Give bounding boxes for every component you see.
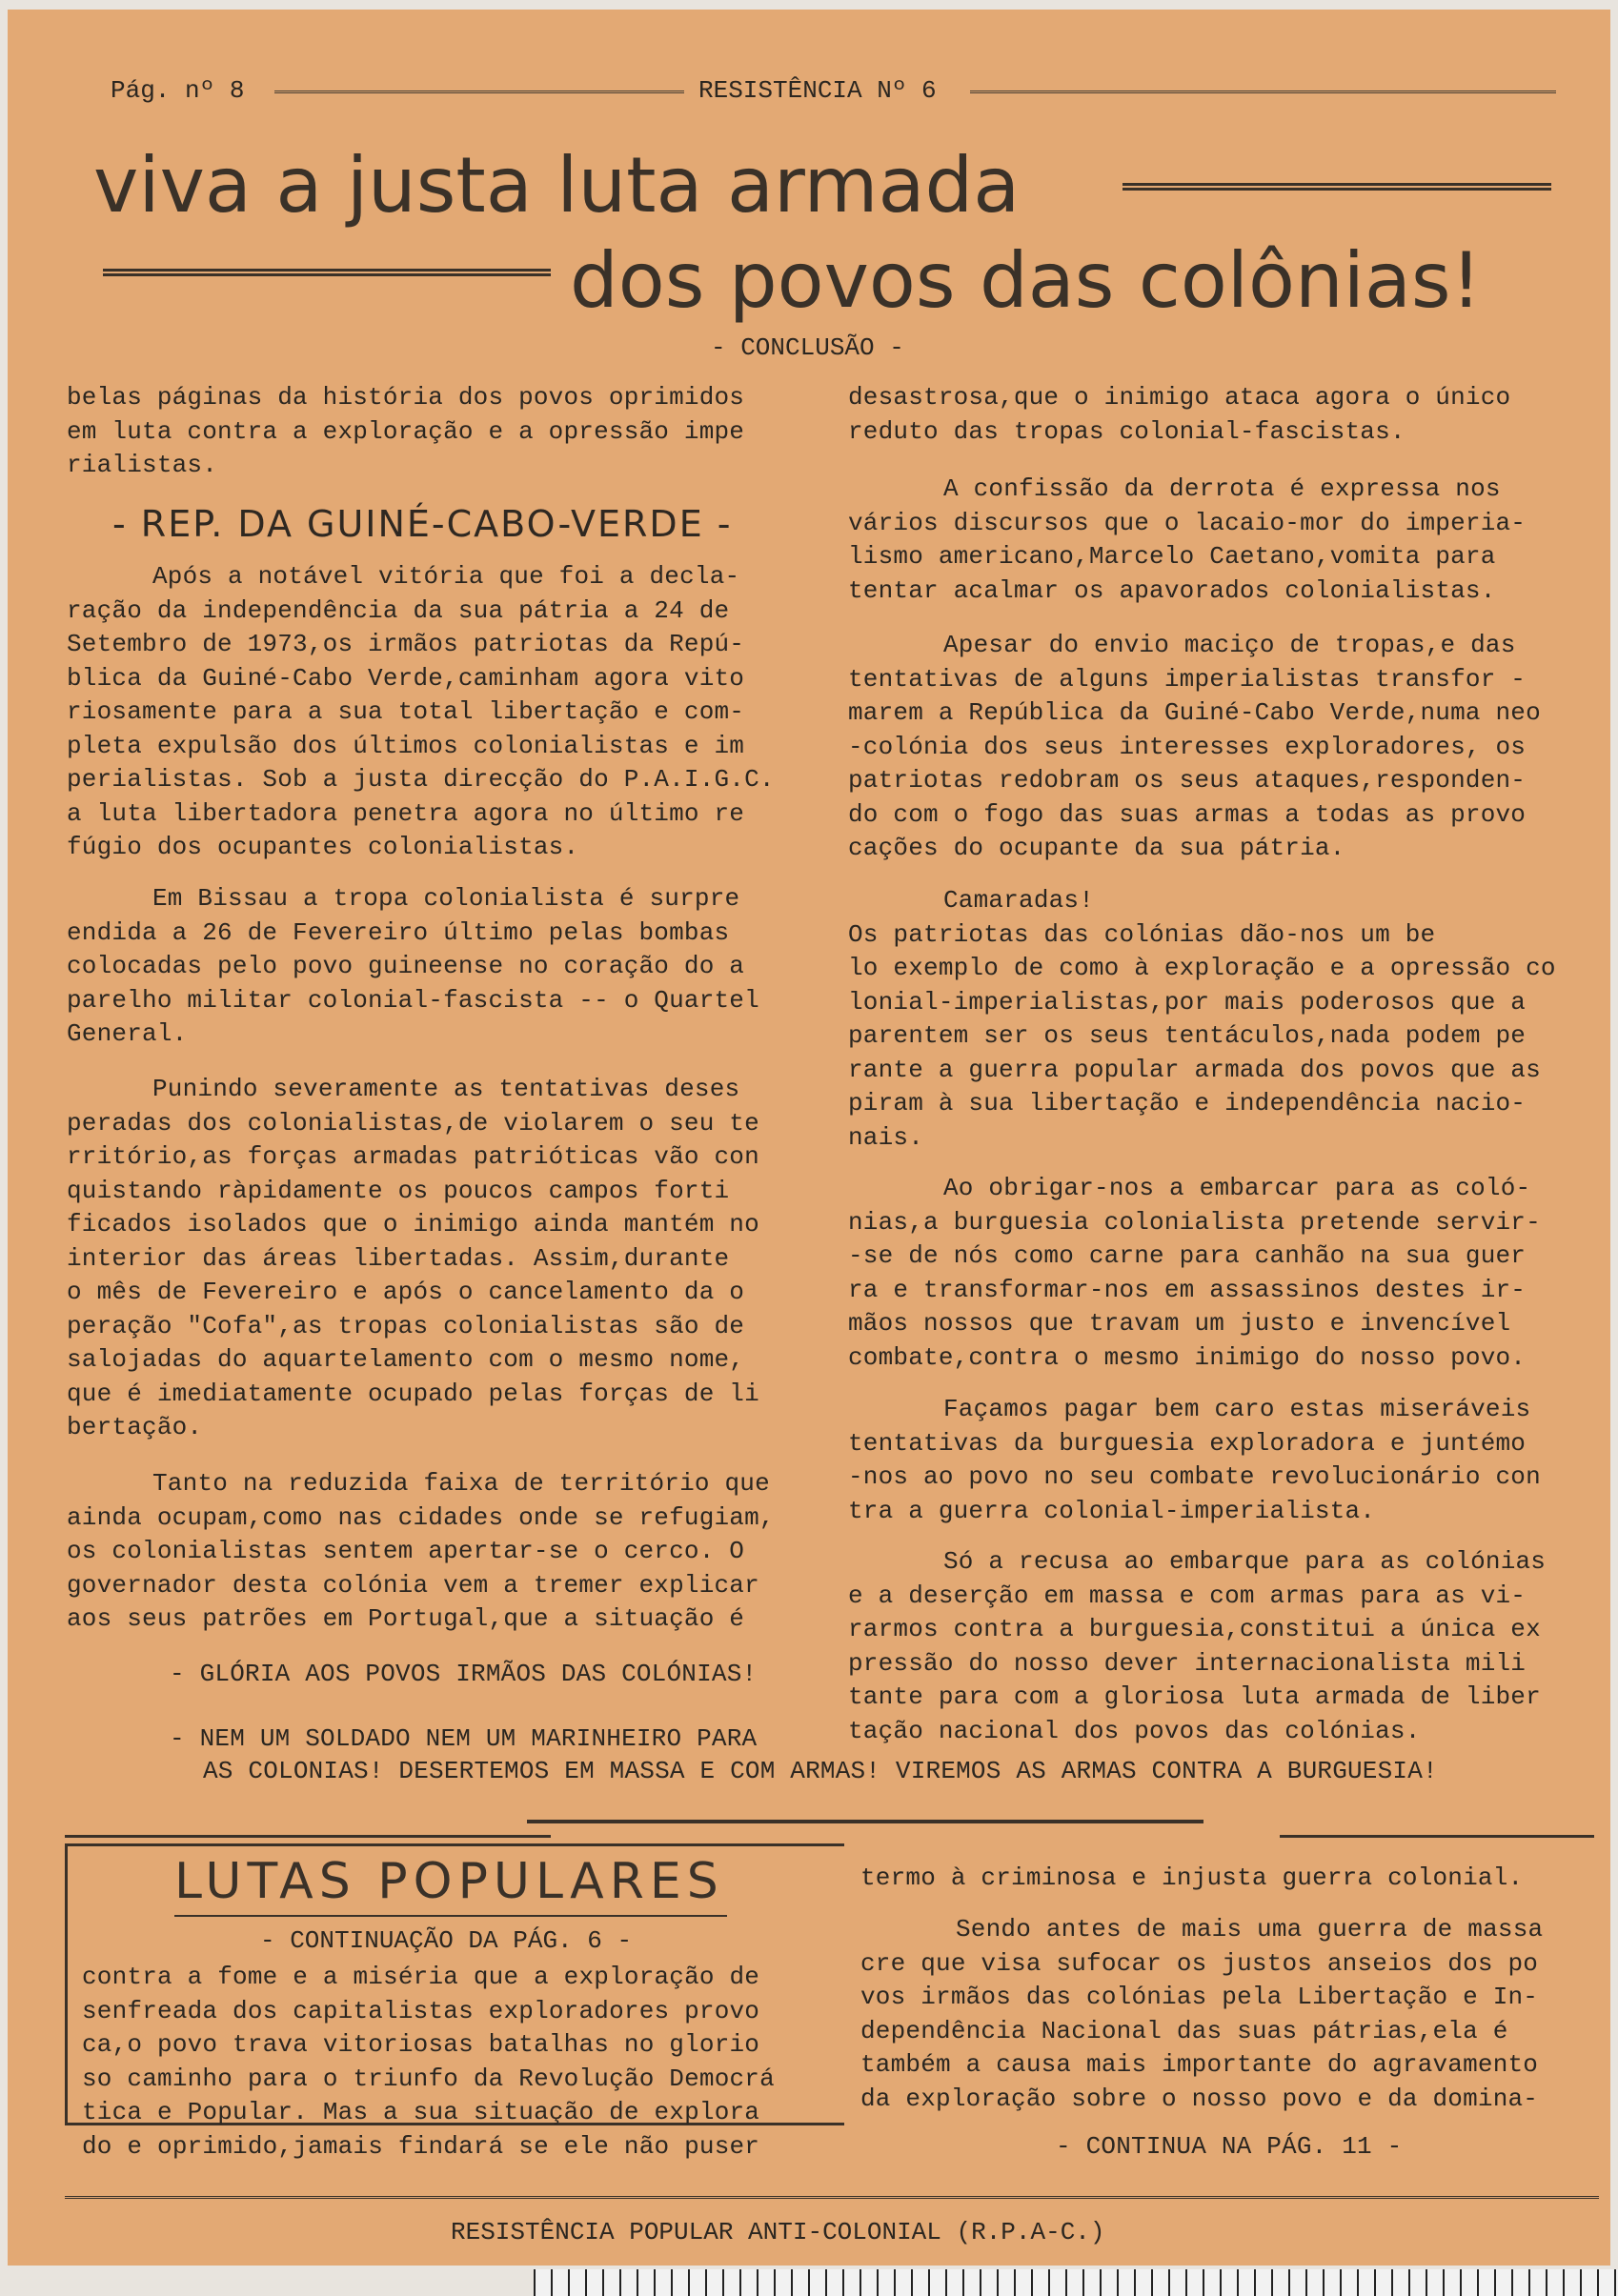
conclusion-tag: - CONCLUSÃO -	[711, 333, 904, 362]
headline-rule-left	[103, 269, 551, 276]
document-page	[8, 10, 1610, 2266]
header-rule-right	[970, 91, 1556, 93]
issue-label: RESISTÊNCIA Nº 6	[698, 76, 937, 105]
separator-right	[1280, 1835, 1594, 1838]
headline-line-2: dos povos das colônias!	[570, 236, 1482, 325]
separator-top	[527, 1820, 1203, 1823]
right-paragraph-2: A confissão da derrota é expressa nos vários discursos que o lacaio-mor do imperia- lismo americano,Marcelo Caetano,vomita para tentar acalmar os apavorados colonialistas.	[848, 474, 1527, 605]
box-continue: - CONTINUA NA PÁG. 11 -	[1056, 2132, 1403, 2161]
box-left-text: contra a fome e a miséria que a exploração de senfreada dos capitalistas exploradores provo ca,o povo trava vitoriosas batalhas no glorio so caminho para o triunfo da Revolução Democrá tica e Popular. Mas a sua situação de explora do e oprimido,jamais findará se ele não puser	[82, 1963, 775, 2161]
left-paragraph-1: belas páginas da história dos povos oprimidos em luta contra a exploração e a opressão impe rialistas.	[67, 383, 745, 479]
footer-rule	[65, 2196, 1599, 2199]
header-rule-left	[274, 91, 684, 93]
footer-label: RESISTÊNCIA POPULAR ANTI-COLONIAL (R.P.A-C.)	[451, 2218, 1105, 2246]
left-paragraph-2: Após a notável vitória que foi a decla- ração da independência da sua pátria a 24 de Setembro de 1973,os irmãos patriotas da Repú- blica da Guiné-Cabo Verde,caminham agora vito riosamente para a sua total libertação e com- pleta expulsão dos últimos colonialistas e im perialistas. Sob a justa direcção do P.A.I.G.C. a luta libertadora penetra agora no último re fúgio dos ocupantes colonialistas.	[67, 562, 775, 861]
separator-left	[65, 1835, 551, 1838]
box-right-text-2: Sendo antes de mais uma guerra de massa cre que visa sufocar os justos anseios dos po vos irmãos das colónias pela Libertação e In- dependência Nacional das suas pátrias,ela é também a causa mais importante do agravamento da exploração sobre o nosso povo e da domina-	[860, 1915, 1544, 2113]
box-title-underline	[174, 1915, 727, 1917]
right-paragraph-4: Camaradas! Os patriotas das colónias dão-nos um be lo exemplo de como à exploração e a opressão co lonial-imperialistas,por mais poderosos que a parentem ser os seus tentáculos,nada podem pe rante a guerra popular armada dos povos que as piram à sua libertação e independência nacio- nais.	[848, 886, 1556, 1152]
headline-line-1: viva a justa luta armada	[93, 141, 1021, 230]
left-paragraph-5: Tanto na reduzida faixa de território que ainda ocupam,como nas cidades onde se refugiam, os colonialistas sentem apertar-se o cerco. O governador desta colónia vem a tremer explicar aos seus patrões em Portugal,que a situação é	[67, 1469, 775, 1633]
headline-rule-right	[1122, 183, 1551, 191]
left-paragraph-4: Punindo severamente as tentativas deses peradas dos colonialistas,de violarem o seu te rritório,as forças armadas patrióticas vão con quistando ràpidamente os poucos campos forti ficados isolados que o inimigo ainda mantém no interior das áreas libertadas. Assim,durante o mês de Fevereiro e após o cancelamento da o peração "Cofa",as tropas colonialistas são de salojadas do aquartelamento com o mesmo nome, que é imediatamente ocupado pelas forças de li bertação.	[67, 1075, 759, 1441]
left-paragraph-3: Em Bissau a tropa colonialista é surpre endida a 26 de Fevereiro último pelas bombas colocadas pelo povo guineense no coração do a parelho militar colonial-fascista -- o Quartel General.	[67, 884, 759, 1048]
box-continuation: - CONTINUAÇÃO DA PÁG. 6 -	[260, 1926, 633, 1955]
slogan-1: - GLÓRIA AOS POVOS IRMÃOS DAS COLÓNIAS!	[170, 1660, 758, 1688]
right-paragraph-3: Apesar do envio maciço de tropas,e das tentativas de alguns imperialistas transfor - marem a República da Guiné-Cabo Verde,numa neo -colónia dos seus interesses exploradores, os patriotas redobram os seus ataques,responden- do com o fogo das suas armas a todas as provo cações do ocupante da sua pátria.	[848, 631, 1541, 862]
scan-ruler	[534, 2269, 1618, 2296]
slogan-3: AS COLONIAS! DESERTEMOS EM MASSA E COM ARMAS! VIREMOS AS ARMAS CONTRA A BURGUESIA!	[203, 1757, 1438, 1785]
right-paragraph-5: Ao obrigar-nos a embarcar para as coló- nias,a burguesia colonialista pretende servir- -se de nós como carne para canhão na sua guer ra e transformar-nos em assassinos destes ir- mãos nossos que travam um justo e invencível combate,contra o mesmo inimigo do nosso povo.	[848, 1174, 1541, 1372]
right-paragraph-1: desastrosa,que o inimigo ataca agora o único reduto das tropas colonial-fascistas.	[848, 383, 1511, 446]
slogan-2: - NEM UM SOLDADO NEM UM MARINHEIRO PARA	[170, 1724, 758, 1753]
box-right-text-1: termo à criminosa e injusta guerra colonial.	[860, 1863, 1524, 1892]
right-paragraph-6: Façamos pagar bem caro estas miseráveis tentativas da burguesia exploradora e juntémo -nos ao povo no seu combate revolucionário con tra a guerra colonial-imperialista.	[848, 1395, 1541, 1525]
section-subhead: - REP. DA GUINÉ-CABO-VERDE -	[112, 503, 733, 545]
right-paragraph-7: Só a recusa ao embarque para as colónias e a deserção em massa e com armas para as vi- rarmos contra a burguesia,constitui a única ex pressão do nosso dever internacionalista mili tante para com a gloriosa luta armada de liber tação nacional dos povos das colónias.	[848, 1547, 1547, 1745]
page-number: Pág. nº 8	[111, 76, 245, 105]
box-title: LUTAS POPULARES	[174, 1853, 724, 1910]
